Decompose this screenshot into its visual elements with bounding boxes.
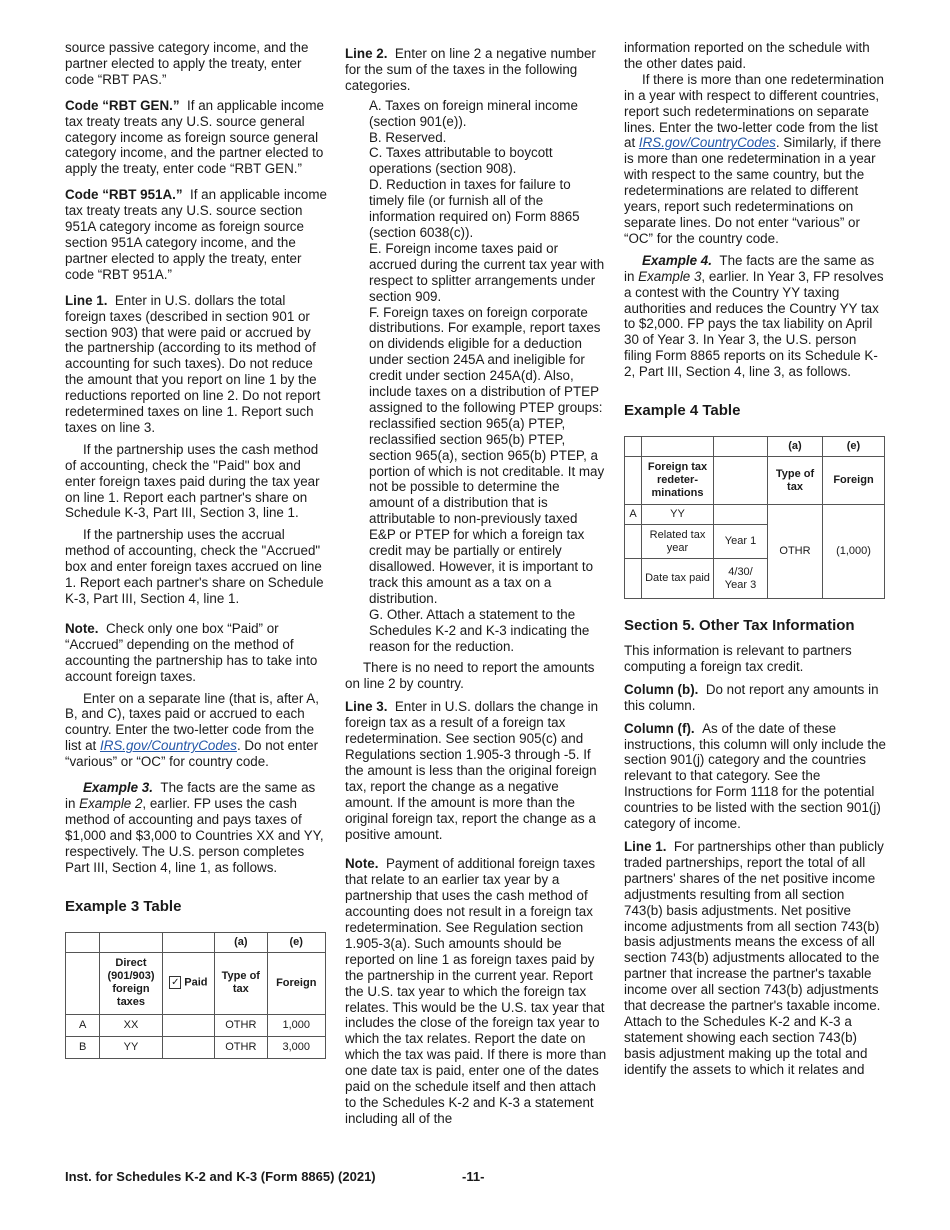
paragraph-text: Enter on a separate line (that is, after A, B, and C), taxes paid or accrued to each country. Enter the two-letter code from the list at: [65, 690, 319, 754]
paid-label: Paid: [184, 976, 208, 989]
example-reference: Example 3: [638, 268, 702, 284]
type-of-tax: OTHR: [215, 1036, 267, 1058]
paragraph-text: Payment of additional foreign taxes that relate to an earlier tax year by a partnership that uses the cash method of accounting does not result in a foreign tax redetermination. See Regulation section 1.905-3(a). Such amounts should be reported on line 1 as foreign taxes paid by the partnership in the current year. Report the U.S. tax year to which the foreign tax relates. This would be the U.S. tax year that includes the close of the foreign tax year to which the tax relates. Report the date on which the tax was paid. If there is more than one date tax is paid, enter one of the dates paid on the schedule itself and then attach to the Schedules K-2 and K-3 a statement including all of the: [345, 856, 607, 1126]
list-item: F. Foreign taxes on foreign corporate distributions. For example, report taxes on dividends eligible for a deduction under section 245A and ineligible for credit under section 245A(d). Also, include taxes on a distribution of PTEP assigned to the following PTEP groups: reclassified section 965(a) PTEP, reclassified section 965(b) PTEP, section 965(a), section 965(b) PTEP, a portion of which is not creditable. It may not be possible to determine the amount of a distribution that is attributable to non-previously taxed E&P or PTEP for which a foreign tax credit may be partially or entirely disallowed. However, it is important to track this amount as a tax on a distribution.: [369, 304, 605, 606]
paragraph: [624, 72, 886, 247]
paragraph: This information is relevant to partners computing a foreign tax credit.: [624, 643, 852, 674]
type-of-tax: OTHR: [768, 505, 823, 599]
row-letter: B: [66, 1036, 100, 1058]
row-letter: A: [66, 1014, 100, 1036]
table-cell: [100, 932, 162, 952]
list-item: E. Foreign income taxes paid or accrued during the current tax year with respect to splitter arrangements under section 909.: [369, 240, 605, 304]
code-label: Code “RBT GEN.”: [65, 97, 180, 113]
column-label: Column (f).: [624, 720, 695, 736]
code-rbt-951a: [65, 187, 327, 282]
row-letter: A: [625, 505, 642, 525]
paid-checkbox[interactable]: ✓: [171, 977, 180, 989]
column-2: [345, 46, 607, 1137]
table-cell: [642, 437, 714, 457]
table-cell: [625, 437, 642, 457]
paragraph: If the partnership uses the cash method of accounting, check the "Paid" box and enter foreign taxes paid during the tax year on line 1. Report each partner's share on Schedule K-3, Part III, Section 3, line 1.: [65, 441, 320, 521]
paragraph-text: If an applicable income tax treaty treats any U.S. source section 951A category income as foreign source section 951A category income, and the partner elected to apply the treaty, enter code “RBT 951A.”: [65, 187, 327, 282]
example-3-table: [65, 932, 326, 1059]
table-row: [625, 457, 885, 505]
table-row: [625, 437, 885, 457]
country-code: YY: [642, 505, 714, 525]
example-label: Example 3.: [83, 780, 153, 796]
country-codes-link[interactable]: IRS.gov/CountryCodes: [638, 135, 776, 151]
foreign-header: Foreign: [267, 952, 326, 1014]
date-tax-paid-value: 4/30/ Year 3: [714, 559, 768, 599]
table-row: [66, 1036, 326, 1058]
paragraph-text: If an applicable income tax treaty treats any U.S. source general category income as foreign source general category income, and the partner elected to apply the treaty, enter code “RBT GEN.”: [65, 97, 324, 177]
table-cell: [714, 505, 768, 525]
column-b-instructions: [624, 682, 886, 714]
column-e-header: (e): [267, 932, 326, 952]
table-row: [66, 952, 326, 1014]
list-item: B. Reserved.: [369, 129, 447, 145]
code-rbt-gen: [65, 98, 327, 178]
note: [345, 856, 607, 1126]
example-4-table: [624, 436, 885, 599]
paragraph-text: The facts are the same as in: [65, 780, 316, 811]
line-label: Line 3.: [345, 699, 388, 715]
note-label: Note.: [345, 856, 379, 872]
column-3: [624, 40, 886, 1088]
date-tax-paid-label: Date tax paid: [642, 559, 714, 599]
paragraph: [65, 691, 327, 771]
paragraph: There is no need to report the amounts on line 2 by country.: [345, 660, 595, 692]
example-label: Example 4.: [642, 252, 712, 268]
example-3: [65, 780, 327, 875]
country-code: XX: [100, 1014, 162, 1036]
table-cell: [714, 457, 768, 505]
paid-header: [162, 952, 214, 1014]
column-a-header: (a): [768, 437, 823, 457]
line-label: Line 2.: [345, 46, 388, 61]
type-of-tax-header: Type of tax: [215, 952, 267, 1014]
paragraph-text: As of the date of these instructions, this column will only include the section 901(j) category and the countries relevant to that category. See the Instructions for Form 1118 for the potential countries to be listed with the section 901(j) category of income.: [624, 720, 886, 832]
paragraph-text: Check only one box “Paid” or “Accrued” depending on the method of accounting the partnership has to take into account foreign taxes.: [65, 620, 318, 684]
paragraph: source passive category income, and the partner elected to apply the treaty, enter code “RBT PAS.”: [65, 40, 309, 87]
note-label: Note.: [65, 620, 99, 636]
list-item: C. Taxes attributable to boycott operations (section 908).: [369, 145, 553, 177]
table-cell: [625, 525, 642, 559]
line-1-instructions: [624, 839, 886, 1078]
column-label: Column (b).: [624, 681, 699, 697]
table-cell: [625, 457, 642, 505]
line-1-instructions: [65, 293, 327, 436]
paragraph-text: Enter in U.S. dollars the total foreign taxes (described in section 901 or section 903) that were paid or accrued by the partnership (according to its method of accounting for such taxes). Do not reduce the amount that you report on line 1 by the reductions reported on line 2. Do not report redetermined taxes on line 1. Report such taxes on line 3.: [65, 292, 321, 435]
paragraph-text: The facts are the same as in: [624, 252, 875, 284]
footer-title: Inst. for Schedules K-2 and K-3 (Form 8865) (2021): [65, 1169, 376, 1184]
paragraph-text: For partnerships other than publicly traded partnerships, report the total of all partners' shares of the net positive income adjustments resulting from all section 743(b) basis adjustments. Net positive income adjustments from all section 743(b) basis adjustments means the excess of all section 743(b) adjustments allocated to the partner that increase the partner's taxable income over all section 743(b) adjustments that decrease the partner's taxable income. Attach to the Schedules K-2 and K-3 a statement showing each section 743(b) basis adjustment making up the total and identify the assets to which it relates and: [624, 839, 884, 1077]
list-item: D. Reduction in taxes for failure to timely file (or furnish all of the information required on) Form 8865 (section 6038(c)).: [369, 177, 580, 240]
example-4-table-title: Example 4 Table: [624, 402, 741, 420]
line-label: Line 1.: [65, 292, 108, 308]
table-row: [625, 505, 885, 525]
paragraph-text: If there is more than one redetermination in a year with respect to different countries, report such redeterminations on separate lines. Enter the two-letter code from the list at: [624, 71, 884, 151]
related-tax-year-value: Year 1: [714, 525, 768, 559]
example-reference: Example 2: [79, 795, 143, 811]
list-item: A. Taxes on foreign mineral income (section 901(e)).: [369, 97, 578, 129]
amount: (1,000): [823, 505, 885, 599]
paragraph-text: . Do not enter “various” or “OC” for country code.: [65, 738, 319, 770]
table-cell: [625, 559, 642, 599]
redeterminations-header: Foreign tax redeter-minations: [642, 457, 714, 505]
type-of-tax-header: Type of tax: [768, 457, 823, 505]
country-codes-link[interactable]: IRS.gov/CountryCodes: [99, 738, 237, 754]
code-label: Code “RBT 951A.”: [65, 187, 183, 203]
paragraph: information reported on the schedule with the other dates paid.: [624, 40, 870, 71]
related-tax-year-label: Related tax year: [642, 525, 714, 559]
table-cell: [714, 437, 768, 457]
amount: 3,000: [267, 1036, 326, 1058]
table-cell: [66, 932, 100, 952]
column-1: [65, 40, 327, 1059]
column-e-header: (e): [823, 437, 885, 457]
paragraph-text: Enter on line 2 a negative number for the sum of the taxes in the following categories.: [345, 46, 596, 93]
paragraph-text: , earlier. FP uses the cash method of accounting and pays taxes of $1,000 and $3,000 to Countries XX and YY, respectively. The U.S. person completes Part III, Section 4, line 1, as follows.: [65, 795, 324, 875]
table-cell: [162, 1036, 214, 1058]
paragraph-text: . Similarly, if there is more than one redetermination in a year with respect to the same country, but the redeterminations are related to different years, report such redeterminations on separate lines. Do not enter “various” or “OC” for the country code.: [624, 135, 882, 246]
example-3-table-title: Example 3 Table: [65, 897, 182, 915]
table-cell: [66, 952, 100, 1014]
paragraph: If the partnership uses the accrual method of accounting, check the "Accrued" box and enter foreign taxes accrued on line 1. Report each partner's share on Schedule K-3, Part III, Section 4, line 1.: [65, 527, 324, 606]
table-cell: [162, 1014, 214, 1036]
note: [65, 621, 327, 685]
table-row: [66, 932, 326, 952]
table-row: [66, 1014, 326, 1036]
type-of-tax: OTHR: [215, 1014, 267, 1036]
paragraph-text: , earlier. In Year 3, FP resolves a contest with the Country YY taxing authorities and reduces the Country YY tax to $2,000. FP pays the tax liability on April 30 of Year 3. In Year 3, the U.S. person filing Form 8865 reports on its Schedule K-2, Part III, Section 4, line 3, as follows.: [624, 268, 884, 380]
line-3-instructions: [345, 699, 607, 842]
line-label: Line 1.: [624, 839, 667, 854]
reduction-category-list: [345, 98, 607, 655]
section-5-title: Section 5. Other Tax Information: [624, 617, 855, 635]
direct-taxes-header: Direct (901/903) foreign taxes: [100, 952, 162, 1014]
page-number: -11-: [462, 1169, 485, 1184]
paragraph-text: Do not report any amounts in this column.: [624, 681, 879, 713]
list-item: G. Other. Attach a statement to the Schedules K-2 and K-3 indicating the reason for the reduction.: [369, 606, 590, 654]
country-code: YY: [100, 1036, 162, 1058]
line-2-instructions: [345, 46, 607, 94]
column-a-header: (a): [215, 932, 267, 952]
example-4: [624, 253, 886, 380]
column-f-instructions: [624, 721, 886, 832]
amount: 1,000: [267, 1014, 326, 1036]
table-cell: [162, 932, 214, 952]
paragraph-text: Enter in U.S. dollars the change in foreign tax as a result of a foreign tax redetermination. See section 905(c) and Regulations section 1.905-3 through -5. If the amount is less than the original foreign tax, report the change as a negative amount. If the amount is more than the original foreign tax, report the change as a positive amount.: [345, 699, 599, 842]
foreign-header: Foreign: [823, 457, 885, 505]
